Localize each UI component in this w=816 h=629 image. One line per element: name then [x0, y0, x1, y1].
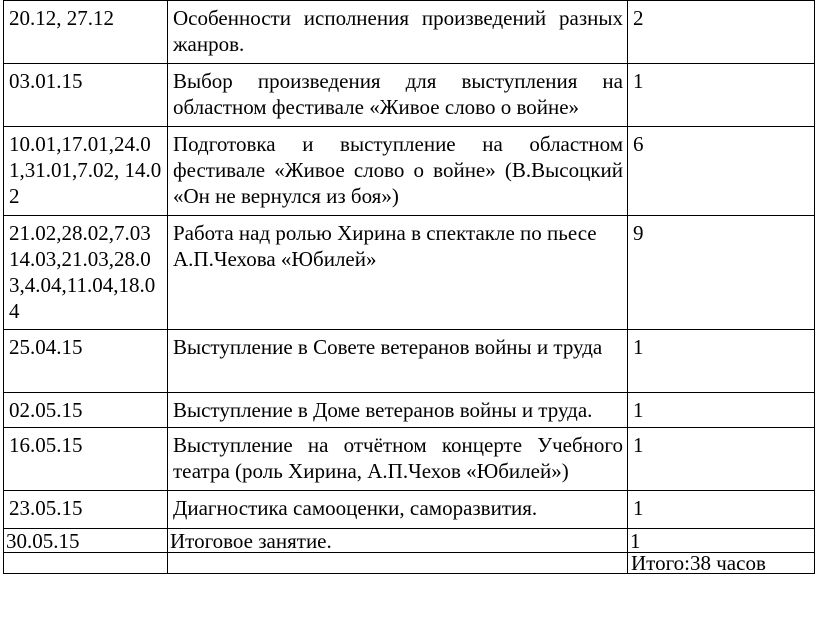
table-row	[4, 330, 815, 393]
hours-cell: 6	[628, 127, 815, 216]
table-row	[4, 393, 815, 428]
table-row	[4, 1, 815, 64]
table-row	[4, 127, 815, 216]
topic-cell: Особенности исполнения произведений разных жанров.	[168, 1, 628, 64]
date-cell: 30.05.15	[4, 529, 168, 553]
topic-cell: Диагностика самооценки, саморазвития.	[168, 491, 628, 529]
topic-cell: Выступление в Доме ветеранов войны и труда.	[168, 393, 628, 428]
topic-cell: Подготовка и выступление на областном фестивале «Живое слово о войне» (В.Высоцкий «Он не вернулся из боя»)	[168, 127, 628, 216]
date-cell: 23.05.15	[4, 491, 168, 529]
table-row	[4, 491, 815, 529]
topic-cell: Выступление на отчётном концерте Учебного театра (роль Хирина, А.П.Чехов «Юбилей»)	[168, 428, 628, 491]
hours-cell: 9	[628, 216, 815, 330]
date-cell: 02.05.15	[4, 393, 168, 428]
total-row	[4, 553, 815, 574]
date-cell: 10.01,17.01,24.01,31.01,7.02, 14.02	[4, 127, 168, 216]
hours-cell: 1	[628, 64, 815, 127]
topic-cell: Выбор произведения для выступления на областном фестивале «Живое слово о войне»	[168, 64, 628, 127]
hours-cell: 2	[628, 1, 815, 64]
hours-cell: 1	[628, 330, 815, 393]
topic-cell: Итоговое занятие.	[168, 529, 628, 553]
date-cell: 20.12, 27.12	[4, 1, 168, 64]
table-row	[4, 64, 815, 127]
date-cell: 03.01.15	[4, 64, 168, 127]
table-row	[4, 529, 815, 553]
hours-cell: 1	[628, 491, 815, 529]
table-row	[4, 216, 815, 330]
date-cell: 16.05.15	[4, 428, 168, 491]
topic-cell: Работа над ролью Хирина в спектакле по пьесе А.П.Чехова «Юбилей»	[168, 216, 628, 330]
total-topic-cell	[168, 553, 628, 574]
total-date-cell	[4, 553, 168, 574]
hours-cell: 1	[628, 393, 815, 428]
total-hours-cell: Итого:38 часов	[628, 553, 815, 574]
table-row	[4, 428, 815, 491]
date-cell: 21.02,28.02,7.03 14.03,21.03,28.03,4.04,11.04,18.04	[4, 216, 168, 330]
hours-cell: 1	[628, 529, 815, 553]
topic-cell: Выступление в Совете ветеранов войны и труда	[168, 330, 628, 393]
schedule-table	[3, 0, 815, 574]
hours-cell: 1	[628, 428, 815, 491]
date-cell: 25.04.15	[4, 330, 168, 393]
